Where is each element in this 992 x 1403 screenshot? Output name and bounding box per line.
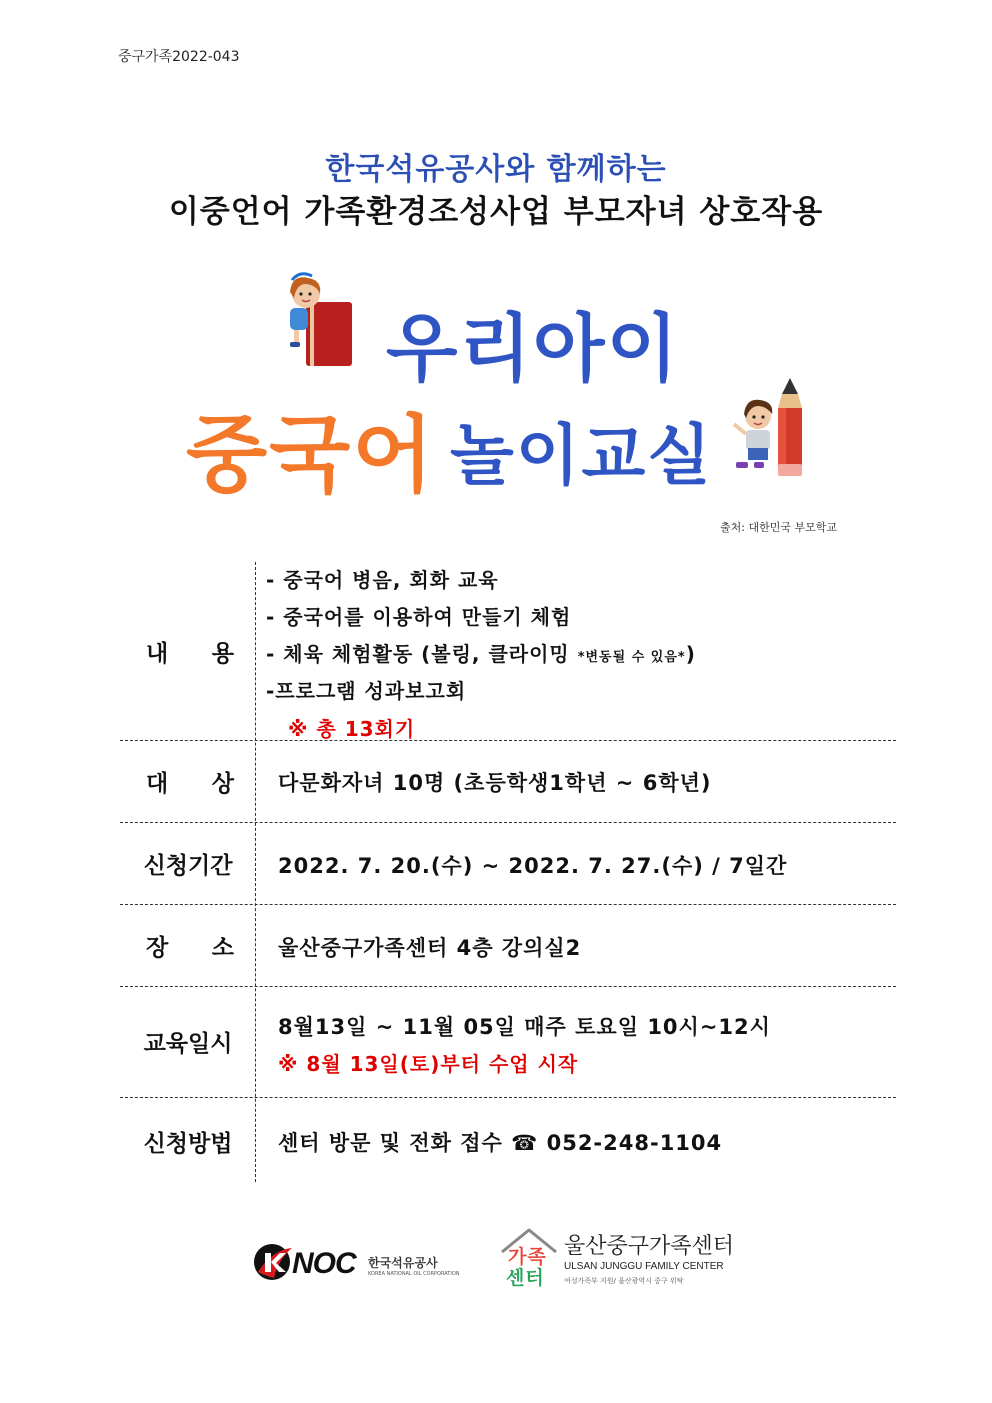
schedule-start-note: ※ 8월 13일(토)부터 수업 시작 — [278, 1052, 579, 1076]
label-place-char-2: 소 — [211, 934, 234, 961]
label-place — [120, 904, 256, 986]
document-number: 중구가족2022-043 — [118, 49, 240, 65]
label-content-char-2: 용 — [211, 640, 234, 667]
title-line-2-chinese: 중국어 — [186, 406, 436, 504]
value-schedule: 8월13일 ~ 11월 05일 매주 토요일 10시~12시 — [278, 1015, 771, 1039]
girl-with-book-illustration — [280, 272, 360, 372]
knoc-logo-icon — [252, 1242, 296, 1282]
family-center-logo-bottom: 센터 — [506, 1267, 545, 1289]
title-line-2-class: 놀이교실 — [450, 417, 714, 494]
knoc-logo-text: NOC — [292, 1247, 356, 1280]
family-center-name: 울산중구가족센터 — [564, 1234, 735, 1259]
family-center-logo-top: 가족 — [508, 1246, 547, 1268]
value-target: 다문화자녀 10명 (초등학생1학년 ~ 6학년) — [278, 771, 712, 795]
value-apply: 센터 방문 및 전화 접수 ☎ 052-248-1104 — [278, 1131, 723, 1155]
value-place: 울산중구가족센터 4층 강의실2 — [278, 936, 582, 960]
label-content-char-1: 내 — [146, 640, 169, 667]
content-item-1: - 중국어 병음, 회화 교육 — [266, 568, 499, 592]
family-center-sponsor-note: 여성가족부 지원/ 울산광역시 중구 위탁 — [564, 1277, 684, 1285]
row-apply — [120, 1097, 896, 1182]
subtitle-program: 이중언어 가족환경조성사업 부모자녀 상호작용 — [168, 194, 824, 230]
row-schedule — [120, 986, 896, 1098]
image-source-credit: 출처: 대한민국 부모학교 — [720, 521, 837, 534]
label-apply: 신청방법 — [143, 1130, 233, 1157]
label-content — [120, 562, 256, 740]
knoc-korean-name: 한국석유공사 — [368, 1256, 438, 1270]
knoc-english-name: KOREA NATIONAL OIL CORPORATION — [368, 1271, 460, 1277]
row-content — [120, 562, 896, 741]
title-line-1: 우리아이 — [386, 306, 680, 392]
content-item-2: - 중국어를 이용하여 만들기 체험 — [266, 605, 572, 629]
content-item-3-close: ) — [685, 642, 696, 666]
label-period: 신청기간 — [143, 852, 233, 879]
content-item-3-text: - 체육 체험활동 (볼링, 클라이밍 — [266, 642, 578, 666]
content-item-3-note: *변동될 수 있음* — [577, 650, 686, 665]
boy-with-pencil-illustration — [728, 378, 814, 482]
value-period: 2022. 7. 20.(수) ~ 2022. 7. 27.(수) / 7일간 — [278, 854, 788, 878]
row-period — [120, 822, 896, 905]
content-item-4: -프로그램 성과보고회 — [266, 679, 467, 703]
content-item-3 — [266, 638, 696, 667]
label-target-char-1: 대 — [146, 770, 169, 797]
subtitle-sponsor: 한국석유공사와 함께하는 — [325, 152, 667, 187]
label-target-char-2: 상 — [211, 770, 234, 797]
label-place-char-1: 장 — [146, 934, 169, 961]
row-target — [120, 740, 896, 823]
label-schedule: 교육일시 — [143, 1031, 233, 1057]
content-total-sessions: ※ 총 13회기 — [288, 717, 416, 741]
label-target — [120, 740, 256, 822]
row-place — [120, 904, 896, 987]
family-center-english-name: ULSAN JUNGGU FAMILY CENTER — [564, 1261, 724, 1272]
